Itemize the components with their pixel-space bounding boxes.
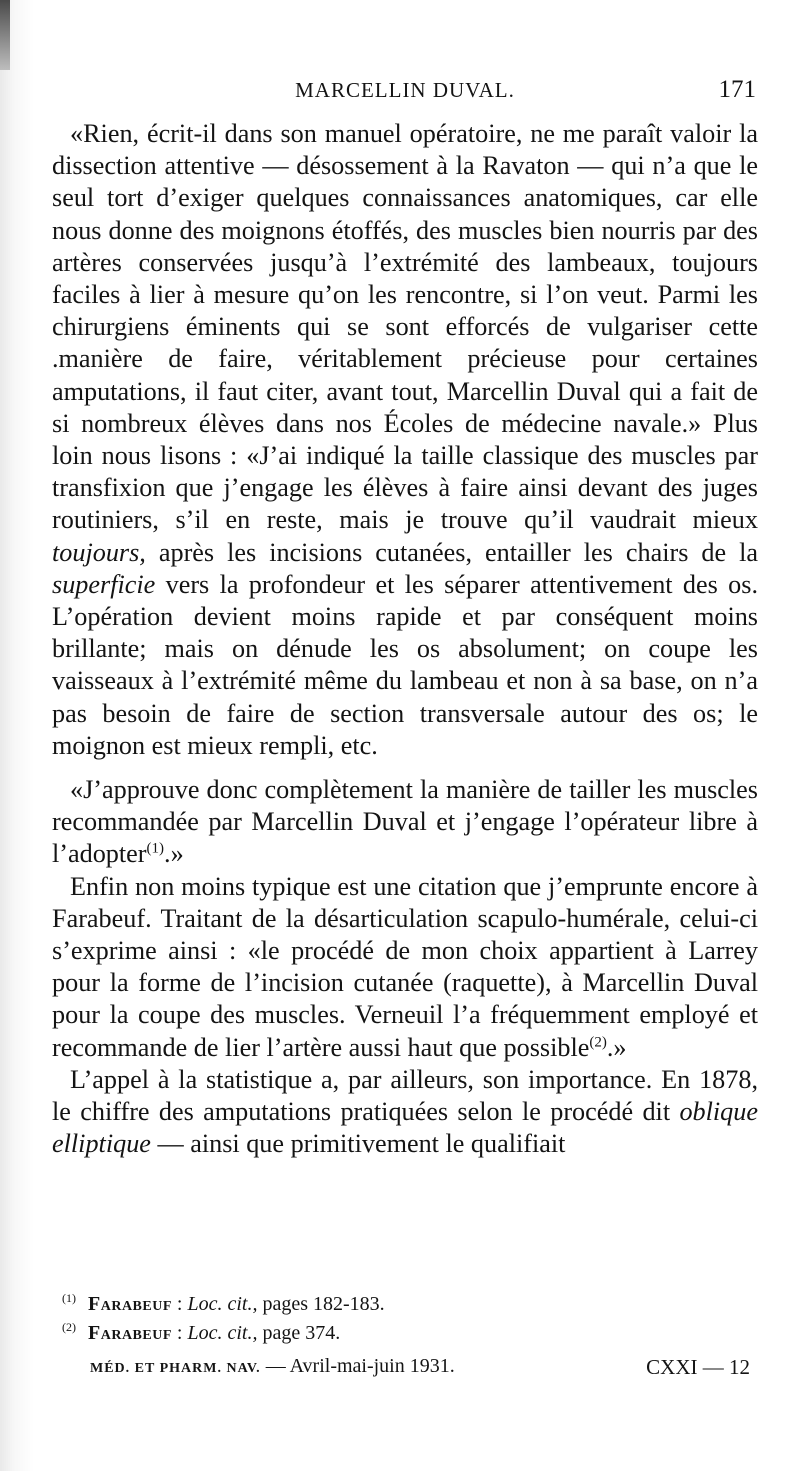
paragraph-1-italic-b: superficie [52, 569, 156, 599]
footnote-2 [62, 1319, 702, 1348]
paragraph-4 [52, 1064, 758, 1161]
paragraph-4-text-a: L’appel à la statistique a, par ailleurs, son importance. En 1878, le chiffre des amputations pratiquées selon le procédé dit [52, 1064, 758, 1127]
footnote-2-mark: (2) [62, 1320, 76, 1335]
paragraph-4-text-b: — ainsi que primitivement le qualifiait [150, 1129, 566, 1159]
footer-date: — Avril-mai-juin 1931. [260, 1355, 455, 1377]
paragraph-2 [52, 774, 758, 871]
paragraph-4-italic: oblique elliptique [52, 1097, 758, 1159]
paragraph-1-italic-a: toujours, [52, 537, 146, 567]
page-footer [90, 1355, 750, 1385]
footnote-1-pages: pages 182-183. [257, 1293, 385, 1315]
page-number: 171 [718, 76, 756, 103]
paragraph-2-end: .» [164, 839, 184, 869]
running-title: MARCELLIN DUVAL. [295, 78, 515, 102]
paragraph-3-end: .» [606, 1032, 627, 1062]
footnote-2-sep: : [171, 1322, 188, 1344]
footnote-1-loc: Loc. cit., [187, 1293, 258, 1315]
footnote-1-author: Farabeuf [88, 1293, 172, 1315]
footer-issue [90, 1355, 455, 1378]
paragraph-2-text: «J’approuve donc complètement la manière de tailler les muscles recommandée par Marcellin Duval et j’engage l’opérateur libre à l’adopter [52, 775, 758, 869]
footnote-1-sep: : [171, 1293, 188, 1315]
paragraph-1-text-b: après les incisions cutanées, entailler les chairs de la [145, 537, 758, 567]
footer-journal: MÉD. ET PHARM. NAV. [90, 1361, 261, 1376]
footnote-2-author: Farabeuf [88, 1322, 172, 1344]
paragraph-3-text: Enfin non moins typique est une citation que j’emprunte encore à Farabeuf. Traitant de la désarticulation scapulo-humérale, celui-ci s’exprime ainsi : «le procédé de mon choix appartient à Larrey pour la forme de l’incision cutanée (raquette), à Marcellin Duval pour la coupe des muscles. Verneuil l’a fréquemment employé et recommande de lier l’artère aussi haut que possible [52, 871, 758, 1062]
paragraph-3 [52, 871, 758, 1064]
paragraph-1-text-a: «Rien, écrit-il dans son manuel opératoire, ne me paraît valoir la dissection attentive — désossement à la Ravaton — qui n’a que le seul tort d’exiger quelques connaissances anatomiques, car elle nous donne des moignons étoffés, des muscles bien nourris par des artères conservées jusqu’à l’extrémité des lambeaux, toujours faciles à lier à mesure qu’on les rencontre, si l’on veut. Parmi les chirurgiens éminents qui se sont efforcés de vulgariser cette .manière de faire, véritablement précieuse pour certaines amputations, il faut citer, avant tout, Marcellin Duval qui a fait de si nombreux élèves dans nos Écoles de médecine navale.» Plus loin nous lisons : «J’ai indiqué la taille classique des muscles par transfixion que j’engage les élèves à faire ainsi devant des juges routiniers, s’il en reste, mais je trouve qu’il vaudrait mieux [52, 119, 758, 535]
footnote-ref-1: (1) [146, 840, 165, 857]
footnote-1 [62, 1290, 702, 1319]
binding-edge [0, 0, 10, 70]
body-text [52, 118, 758, 1161]
paragraph-1 [52, 118, 758, 762]
footnote-2-loc: Loc. cit., [187, 1322, 258, 1344]
paragraph-1-text-c: vers la profondeur et les séparer attentivement des os. L’opération devient moins rapide et par conséquent moins brillante; mais on dénude les os absolument; on coupe les vaisseaux à l’extrémité même du lambeau et non à sa base, on n’a pas besoin de faire de section transversale autour des os; le moignon est mieux rempli, etc. [52, 569, 758, 760]
footnote-1-mark: (1) [62, 1291, 76, 1306]
footnotes [62, 1290, 702, 1348]
page-header [52, 74, 758, 110]
footer-signature: CXXI — 12 [646, 1355, 750, 1379]
footnote-ref-2: (2) [589, 1033, 607, 1050]
footnote-2-pages: page 374. [257, 1322, 341, 1344]
